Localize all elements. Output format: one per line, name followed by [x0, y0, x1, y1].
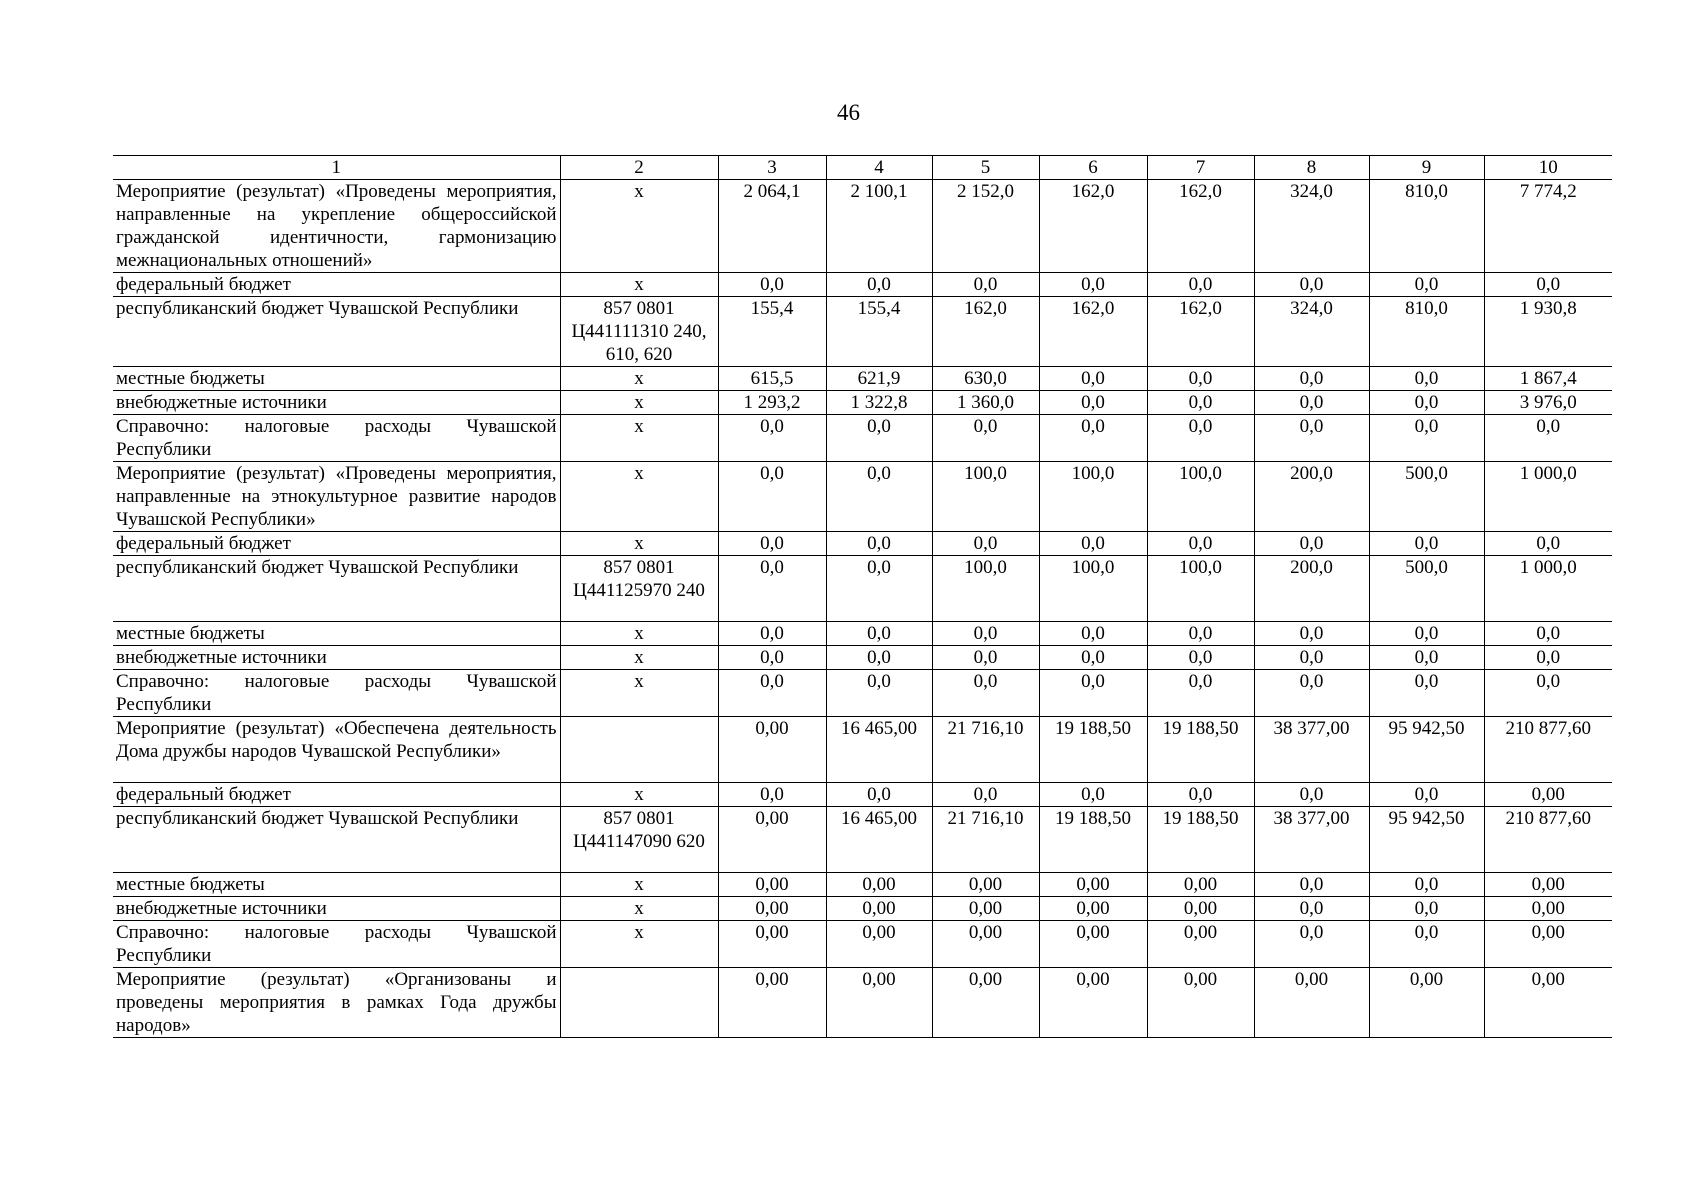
value-cell: 200,0: [1254, 462, 1369, 532]
value-cell: 0,0: [1369, 415, 1484, 462]
value-cell: 19 188,50: [1147, 807, 1254, 873]
table-row: [113, 807, 1612, 873]
value-cell: 210 877,60: [1484, 717, 1612, 783]
table-row: [113, 462, 1612, 532]
row-name-cell: Мероприятие (результат) «Организованы и проведены мероприятия в рамках Года дружбы народов»: [113, 968, 560, 1038]
value-cell: 0,0: [1254, 646, 1369, 670]
value-cell: 100,0: [932, 556, 1039, 622]
value-cell: 16 465,00: [826, 717, 932, 783]
value-cell: 0,0: [1369, 873, 1484, 897]
budget-code-cell: x: [560, 273, 718, 297]
value-cell: 0,00: [1147, 921, 1254, 968]
value-cell: 0,00: [718, 717, 826, 783]
value-cell: 0,00: [1484, 921, 1612, 968]
table-row: [113, 556, 1612, 622]
value-cell: 0,0: [718, 646, 826, 670]
value-cell: 100,0: [1147, 462, 1254, 532]
column-header: 8: [1254, 156, 1369, 180]
value-cell: 0,0: [1039, 622, 1147, 646]
row-name-cell: Справочно: налоговые расходы Чувашской Республики: [113, 415, 560, 462]
value-cell: 0,00: [1484, 783, 1612, 807]
budget-code-cell: x: [560, 367, 718, 391]
value-cell: 0,00: [1147, 897, 1254, 921]
value-cell: 0,0: [1369, 532, 1484, 556]
row-name-cell: республиканский бюджет Чувашской Республики: [113, 556, 560, 622]
budget-code-cell: x: [560, 391, 718, 415]
value-cell: 630,0: [932, 367, 1039, 391]
value-cell: 0,0: [1039, 273, 1147, 297]
value-cell: 0,00: [1369, 968, 1484, 1038]
value-cell: 0,00: [1039, 873, 1147, 897]
value-cell: 0,0: [1254, 622, 1369, 646]
value-cell: 0,00: [1039, 897, 1147, 921]
value-cell: 0,0: [718, 273, 826, 297]
table-row: [113, 968, 1612, 1038]
row-name-cell: местные бюджеты: [113, 873, 560, 897]
value-cell: 0,00: [1484, 968, 1612, 1038]
value-cell: 0,0: [1039, 670, 1147, 717]
value-cell: 500,0: [1369, 556, 1484, 622]
budget-code-cell: x: [560, 670, 718, 717]
value-cell: 1 322,8: [826, 391, 932, 415]
value-cell: 1 867,4: [1484, 367, 1612, 391]
value-cell: 0,0: [1254, 921, 1369, 968]
value-cell: 0,0: [1147, 670, 1254, 717]
row-name-cell: Мероприятие (результат) «Обеспечена деятельность Дома дружбы народов Чувашской Республики»: [113, 717, 560, 783]
value-cell: 0,0: [1369, 897, 1484, 921]
table-row: [113, 921, 1612, 968]
row-name-cell: местные бюджеты: [113, 622, 560, 646]
table-row: [113, 873, 1612, 897]
value-cell: 0,0: [1254, 391, 1369, 415]
page-number: 46: [837, 100, 860, 125]
value-cell: 0,0: [932, 646, 1039, 670]
value-cell: 0,0: [718, 532, 826, 556]
value-cell: 200,0: [1254, 556, 1369, 622]
value-cell: 16 465,00: [826, 807, 932, 873]
value-cell: 0,0: [1254, 273, 1369, 297]
value-cell: 810,0: [1369, 297, 1484, 367]
value-cell: 0,00: [932, 873, 1039, 897]
value-cell: 0,00: [826, 897, 932, 921]
value-cell: 0,00: [718, 968, 826, 1038]
value-cell: 38 377,00: [1254, 807, 1369, 873]
value-cell: 0,0: [718, 622, 826, 646]
budget-code-cell: x: [560, 873, 718, 897]
value-cell: 1 293,2: [718, 391, 826, 415]
value-cell: 0,0: [826, 462, 932, 532]
table-row: [113, 622, 1612, 646]
value-cell: 2 064,1: [718, 180, 826, 273]
value-cell: 0,0: [1254, 873, 1369, 897]
value-cell: 0,00: [1147, 873, 1254, 897]
value-cell: 0,0: [1147, 622, 1254, 646]
value-cell: 0,0: [826, 646, 932, 670]
column-header: 1: [113, 156, 560, 180]
value-cell: 95 942,50: [1369, 717, 1484, 783]
value-cell: 0,0: [826, 783, 932, 807]
value-cell: 0,0: [1254, 532, 1369, 556]
value-cell: 100,0: [1039, 462, 1147, 532]
value-cell: 0,00: [932, 968, 1039, 1038]
value-cell: 0,0: [1254, 897, 1369, 921]
value-cell: 0,00: [718, 921, 826, 968]
value-cell: 0,0: [932, 783, 1039, 807]
value-cell: 0,0: [826, 622, 932, 646]
value-cell: 0,0: [1484, 532, 1612, 556]
column-header: 4: [826, 156, 932, 180]
value-cell: 21 716,10: [932, 807, 1039, 873]
value-cell: 0,0: [826, 670, 932, 717]
column-header: 3: [718, 156, 826, 180]
budget-code-cell: x: [560, 622, 718, 646]
table-row: [113, 367, 1612, 391]
value-cell: 0,00: [826, 873, 932, 897]
value-cell: 0,0: [1147, 646, 1254, 670]
table-row: [113, 415, 1612, 462]
value-cell: 0,0: [1039, 415, 1147, 462]
value-cell: 0,0: [1369, 622, 1484, 646]
value-cell: 1 930,8: [1484, 297, 1612, 367]
table-row: [113, 273, 1612, 297]
value-cell: 0,0: [932, 622, 1039, 646]
table-row: [113, 391, 1612, 415]
value-cell: 0,0: [826, 556, 932, 622]
value-cell: 0,0: [932, 532, 1039, 556]
value-cell: 0,0: [1254, 415, 1369, 462]
value-cell: 0,0: [1484, 646, 1612, 670]
row-name-cell: федеральный бюджет: [113, 532, 560, 556]
value-cell: 0,0: [1369, 670, 1484, 717]
value-cell: 21 716,10: [932, 717, 1039, 783]
budget-code-cell: x: [560, 415, 718, 462]
value-cell: 162,0: [1147, 297, 1254, 367]
value-cell: 0,0: [1369, 921, 1484, 968]
value-cell: 19 188,50: [1039, 807, 1147, 873]
value-cell: 1 360,0: [932, 391, 1039, 415]
value-cell: 100,0: [1039, 556, 1147, 622]
value-cell: 100,0: [1147, 556, 1254, 622]
column-header: 2: [560, 156, 718, 180]
budget-code-cell: [560, 968, 718, 1038]
table-row: [113, 717, 1612, 783]
table-row: [113, 670, 1612, 717]
value-cell: 0,0: [1254, 670, 1369, 717]
value-cell: 615,5: [718, 367, 826, 391]
value-cell: 162,0: [1039, 297, 1147, 367]
value-cell: 0,0: [1484, 670, 1612, 717]
value-cell: 2 152,0: [932, 180, 1039, 273]
budget-code-cell: x: [560, 783, 718, 807]
value-cell: 0,0: [1484, 273, 1612, 297]
value-cell: 210 877,60: [1484, 807, 1612, 873]
row-name-cell: федеральный бюджет: [113, 783, 560, 807]
value-cell: 810,0: [1369, 180, 1484, 273]
value-cell: 0,0: [1147, 367, 1254, 391]
value-cell: 0,0: [718, 462, 826, 532]
value-cell: 162,0: [932, 297, 1039, 367]
value-cell: 0,0: [826, 415, 932, 462]
row-name-cell: Справочно: налоговые расходы Чувашской Республики: [113, 670, 560, 717]
budget-code-cell: x: [560, 646, 718, 670]
value-cell: 0,0: [718, 670, 826, 717]
table-row: [113, 297, 1612, 367]
value-cell: 0,00: [1484, 873, 1612, 897]
row-name-cell: внебюджетные источники: [113, 391, 560, 415]
column-header: 5: [932, 156, 1039, 180]
value-cell: 0,0: [1147, 783, 1254, 807]
value-cell: 324,0: [1254, 180, 1369, 273]
value-cell: 0,0: [826, 273, 932, 297]
value-cell: 0,0: [1147, 415, 1254, 462]
value-cell: 0,0: [932, 415, 1039, 462]
row-name-cell: Мероприятие (результат) «Проведены мероприятия, направленные на укрепление общероссийской гражданской идентичности, гармонизацию межнациональных отношений»: [113, 180, 560, 273]
budget-table: [113, 155, 1612, 1038]
value-cell: 0,00: [1147, 968, 1254, 1038]
value-cell: 19 188,50: [1039, 717, 1147, 783]
value-cell: 0,0: [1039, 367, 1147, 391]
value-cell: 0,0: [1369, 646, 1484, 670]
column-header: 9: [1369, 156, 1484, 180]
value-cell: 0,0: [1369, 783, 1484, 807]
budget-code-cell: x: [560, 532, 718, 556]
value-cell: 0,0: [1369, 367, 1484, 391]
value-cell: 0,0: [1039, 783, 1147, 807]
row-name-cell: республиканский бюджет Чувашской Республики: [113, 807, 560, 873]
value-cell: 621,9: [826, 367, 932, 391]
row-name-cell: федеральный бюджет: [113, 273, 560, 297]
row-name-cell: внебюджетные источники: [113, 646, 560, 670]
value-cell: 155,4: [718, 297, 826, 367]
row-name-cell: Мероприятие (результат) «Проведены мероприятия, направленные на этнокультурное развитие народов Чувашской Республики»: [113, 462, 560, 532]
value-cell: 500,0: [1369, 462, 1484, 532]
value-cell: 95 942,50: [1369, 807, 1484, 873]
value-cell: 0,0: [1147, 273, 1254, 297]
row-name-cell: местные бюджеты: [113, 367, 560, 391]
value-cell: 155,4: [826, 297, 932, 367]
value-cell: 0,00: [1039, 968, 1147, 1038]
value-cell: 0,0: [932, 670, 1039, 717]
value-cell: 0,00: [718, 873, 826, 897]
table-row: [113, 783, 1612, 807]
value-cell: 19 188,50: [1147, 717, 1254, 783]
value-cell: 38 377,00: [1254, 717, 1369, 783]
row-name-cell: внебюджетные источники: [113, 897, 560, 921]
budget-code-cell: [560, 717, 718, 783]
column-header: 10: [1484, 156, 1612, 180]
table-row: [113, 646, 1612, 670]
value-cell: 7 774,2: [1484, 180, 1612, 273]
table-header-row: [113, 156, 1612, 180]
budget-code-cell: x: [560, 897, 718, 921]
value-cell: 0,0: [1147, 391, 1254, 415]
value-cell: 0,0: [718, 783, 826, 807]
column-header: 6: [1039, 156, 1147, 180]
budget-code-cell: x: [560, 921, 718, 968]
value-cell: 0,00: [826, 921, 932, 968]
value-cell: 0,00: [932, 921, 1039, 968]
budget-code-cell: 857 0801 Ц441111310 240, 610, 620: [560, 297, 718, 367]
value-cell: 0,0: [1369, 391, 1484, 415]
value-cell: 0,0: [1254, 367, 1369, 391]
value-cell: 0,00: [718, 897, 826, 921]
value-cell: 0,0: [1369, 273, 1484, 297]
value-cell: 0,0: [1254, 783, 1369, 807]
value-cell: 0,00: [718, 807, 826, 873]
value-cell: 3 976,0: [1484, 391, 1612, 415]
value-cell: 0,00: [826, 968, 932, 1038]
value-cell: 0,0: [1147, 532, 1254, 556]
value-cell: 0,00: [1254, 968, 1369, 1038]
value-cell: 0,0: [718, 415, 826, 462]
budget-code-cell: x: [560, 180, 718, 273]
budget-code-cell: 857 0801 Ц441147090 620: [560, 807, 718, 873]
value-cell: 1 000,0: [1484, 462, 1612, 532]
value-cell: 0,0: [932, 273, 1039, 297]
row-name-cell: Справочно: налоговые расходы Чувашской Республики: [113, 921, 560, 968]
row-name-cell: республиканский бюджет Чувашской Республики: [113, 297, 560, 367]
table-row: [113, 897, 1612, 921]
value-cell: 1 000,0: [1484, 556, 1612, 622]
value-cell: 0,0: [1039, 646, 1147, 670]
value-cell: 0,00: [1039, 921, 1147, 968]
value-cell: 2 100,1: [826, 180, 932, 273]
budget-code-cell: x: [560, 462, 718, 532]
value-cell: 0,0: [718, 556, 826, 622]
value-cell: 0,0: [1039, 391, 1147, 415]
table-row: [113, 180, 1612, 273]
value-cell: 0,00: [1484, 897, 1612, 921]
value-cell: 162,0: [1147, 180, 1254, 273]
table-row: [113, 532, 1612, 556]
value-cell: 162,0: [1039, 180, 1147, 273]
value-cell: 0,0: [1484, 415, 1612, 462]
value-cell: 0,0: [1484, 622, 1612, 646]
value-cell: 324,0: [1254, 297, 1369, 367]
value-cell: 0,0: [826, 532, 932, 556]
value-cell: 0,0: [1039, 532, 1147, 556]
value-cell: 100,0: [932, 462, 1039, 532]
column-header: 7: [1147, 156, 1254, 180]
budget-code-cell: 857 0801 Ц441125970 240: [560, 556, 718, 622]
value-cell: 0,00: [932, 897, 1039, 921]
